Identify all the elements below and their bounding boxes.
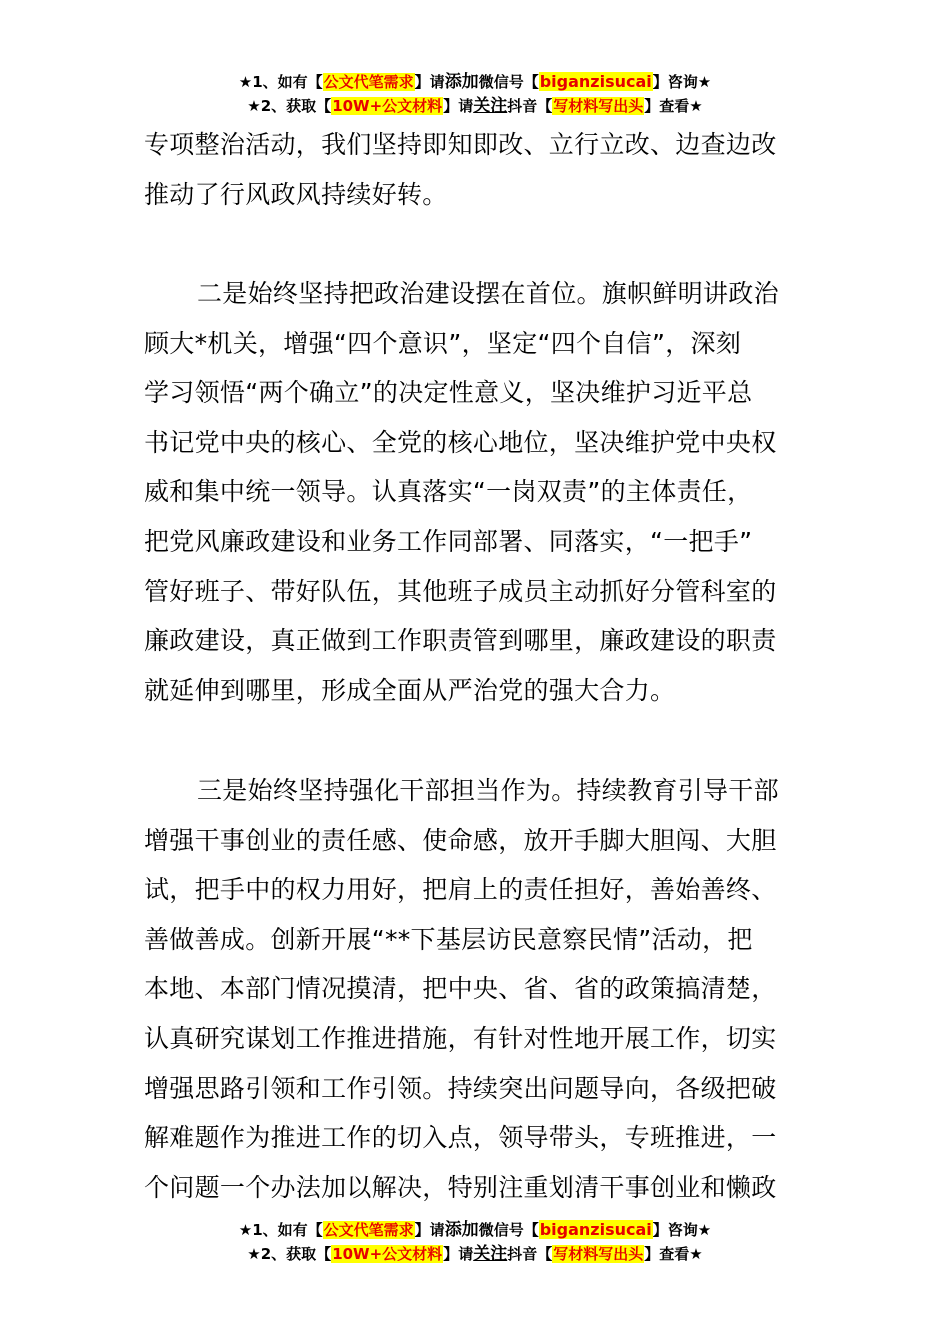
highlight-materials: 10W+公文材料 bbox=[332, 1245, 443, 1263]
highlight-douyin: 写材料写出头 bbox=[553, 97, 644, 115]
banner-line-1: ★1、如有【公文代笔需求】请添加微信号【biganzisucai】咨询★ bbox=[238, 72, 712, 92]
highlight-materials: 10W+公文材料 bbox=[332, 97, 443, 115]
paragraph-cadre-responsibility: 三是始终坚持强化干部担当作为。持续教育引导干部 增强干事创业的责任感、使命感，放开手脚大胆闯、大胆 试，把手中的权力用好，把肩上的责任担好，善始善终、 善做善成。创新开展“**下基层访民意察民情”活动，把 本地、本部门情况摸清，把中央、省、省的政策搞清楚， 认真研究谋划工作推进措施，有针对性地开展工作，切实 增强思路引领和工作引领。持续突出问题导向，各级把破 解难题作为推进工作的切入点，领导带头，专班推进，一 个问题一个办法加以解决，特别注重划清干事创业和懒政 bbox=[144, 776, 779, 1202]
header-banner bbox=[0, 70, 950, 118]
paragraph-political-construction: 二是始终坚持把政治建设摆在首位。旗帜鲜明讲政治 顾大*机关，增强“四个意识”，坚定“四个自信”，深刻 学习领悟“两个确立”的决定性意义，坚决维护习近平总 书记党中央的核心、全党的核心地位，坚决维护党中央权 威和集中统一领导。认真落实“一岗双责”的主体责任， 把党风廉政建设和业务工作同部署、同落实，“一把手” 管好班子、带好队伍，其他班子成员主动抓好分管科室的 廉政建设，真正做到工作职责管到哪里，廉政建设的职责 就延伸到哪里，形成全面从严治党的强大合力。 bbox=[144, 279, 779, 705]
highlight-service: 公文代笔需求 bbox=[323, 73, 414, 91]
highlight-wechat-id: biganzisucai bbox=[539, 72, 652, 91]
highlight-service: 公文代笔需求 bbox=[323, 1221, 414, 1239]
banner-line-1: ★1、如有【公文代笔需求】请添加微信号【biganzisucai】咨询★ bbox=[238, 1220, 712, 1240]
banner-line-2: ★2、获取【10W+公文材料】请关注抖音【写材料写出头】查看★ bbox=[247, 96, 703, 116]
highlight-wechat-id: biganzisucai bbox=[539, 1220, 652, 1239]
paragraph-continuation: 专项整治活动，我们坚持即知即改、立行立改、边查边改 推动了行风政风持续好转。 bbox=[144, 130, 777, 209]
highlight-douyin: 写材料写出头 bbox=[553, 1245, 644, 1263]
footer-banner bbox=[0, 1218, 950, 1266]
banner-line-2: ★2、获取【10W+公文材料】请关注抖音【写材料写出头】查看★ bbox=[247, 1244, 703, 1264]
